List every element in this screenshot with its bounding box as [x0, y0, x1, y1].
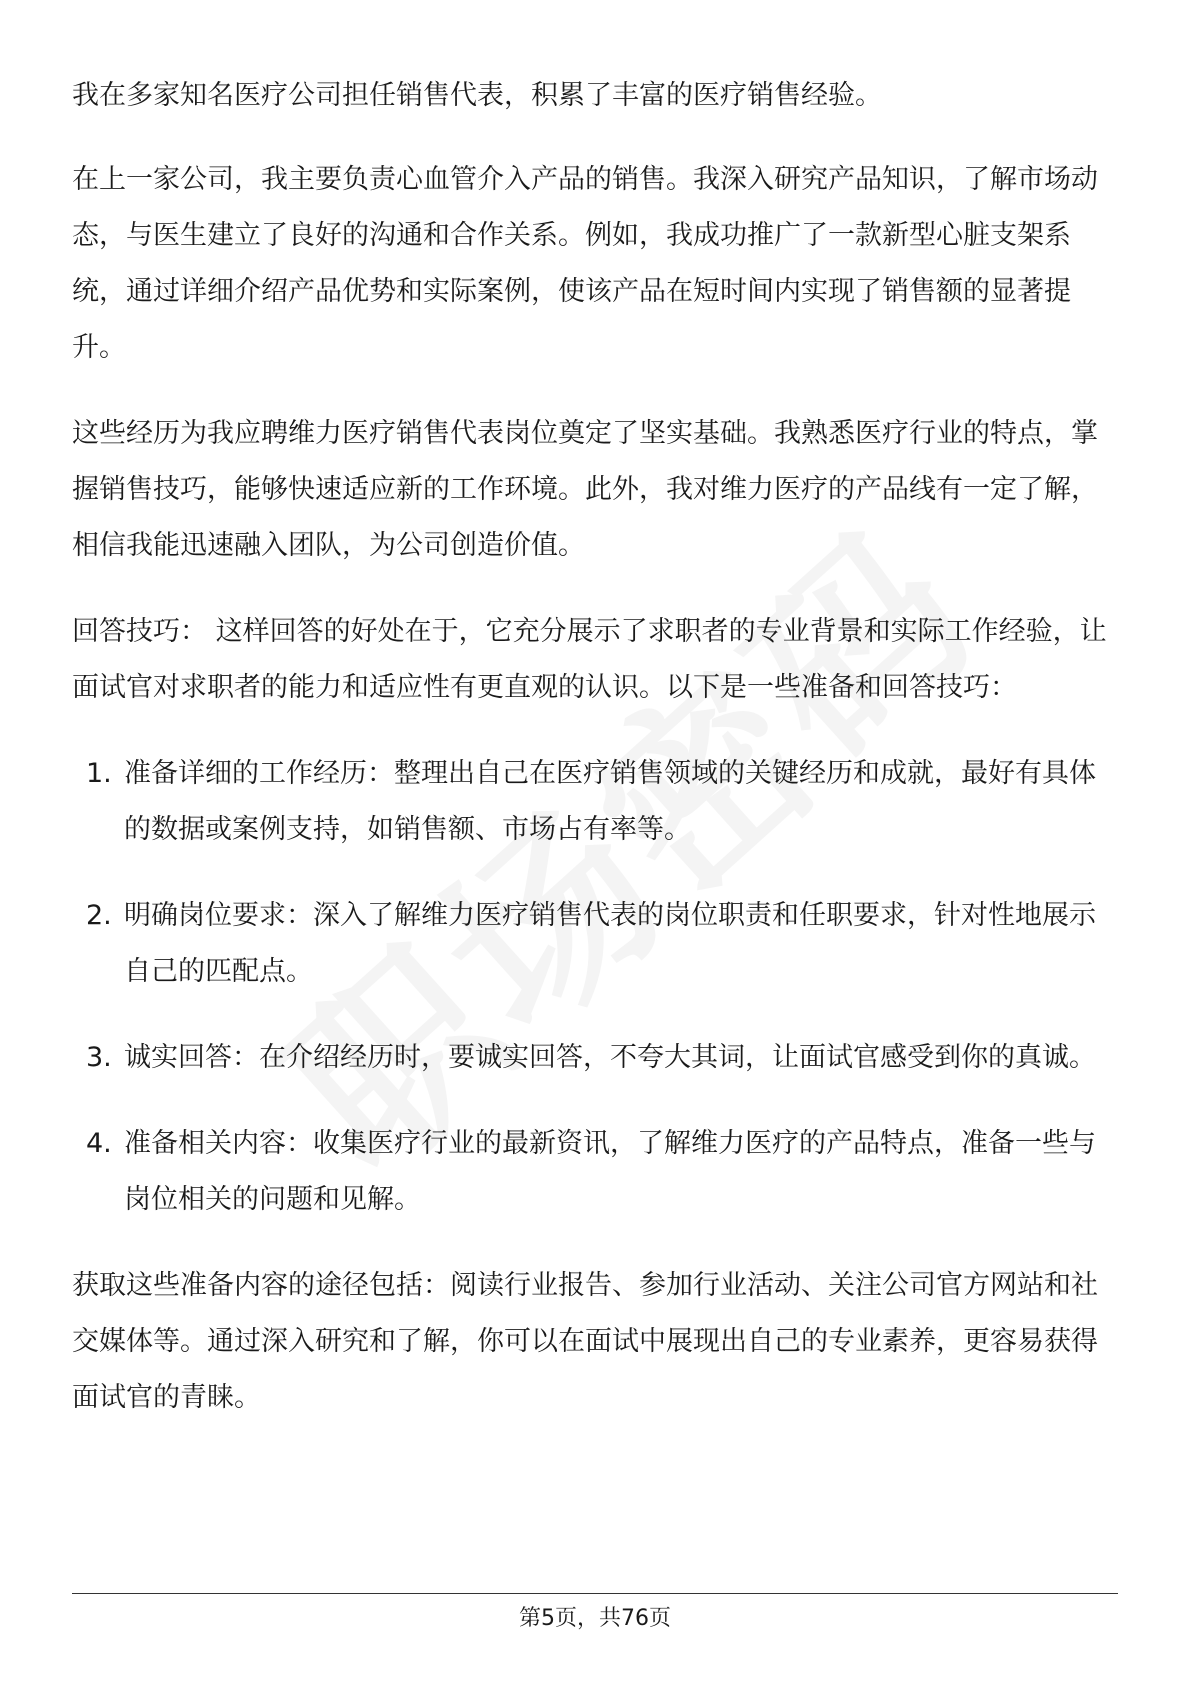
list-item-text: 明确岗位要求：深入了解维力医疗销售代表的岗位职责和任职要求，针对性地展示自己的匹配点。: [124, 900, 1096, 987]
list-item: [72, 1030, 1118, 1086]
paragraph-closing: 获取这些准备内容的途径包括：阅读行业报告、参加行业活动、关注公司官方网站和社交媒体等。通过深入研究和了解，你可以在面试中展现出自己的专业素养，更容易获得面试官的青睐。: [72, 1270, 1098, 1413]
tips-list: [72, 746, 1118, 1228]
footer-divider: [72, 1593, 1118, 1594]
page-body: [72, 68, 1118, 1456]
list-item-number: 2.: [86, 900, 112, 931]
list-item-number: 3.: [86, 1042, 112, 1073]
list-item: [72, 888, 1118, 1000]
list-item-number: 4.: [86, 1128, 112, 1159]
paragraph-experience-summary: 我在多家知名医疗公司担任销售代表，积累了丰富的医疗销售经验。: [72, 80, 882, 111]
paragraph-previous-company: 在上一家公司，我主要负责心血管介入产品的销售。我深入研究产品知识，了解市场动态，与医生建立了良好的沟通和合作关系。例如，我成功推广了一款新型心脏支架系统，通过详细介绍产品优势和实际案例，使该产品在短时间内实现了销售额的显著提升。: [72, 164, 1098, 363]
paragraph-qualification: 这些经历为我应聘维力医疗销售代表岗位奠定了坚实基础。我熟悉医疗行业的特点，掌握销售技巧，能够快速适应新的工作环境。此外，我对维力医疗的产品线有一定了解，相信我能迅速融入团队，为公司创造价值。: [72, 418, 1098, 561]
list-item-text: 准备详细的工作经历：整理出自己在医疗销售领域的关键经历和成就，最好有具体的数据或案例支持，如销售额、市场占有率等。: [124, 758, 1096, 845]
paragraph-answer-tips: 回答技巧： 这样回答的好处在于，它充分展示了求职者的专业背景和实际工作经验，让面试官对求职者的能力和适应性有更直观的认识。以下是一些准备和回答技巧：: [72, 616, 1107, 703]
list-item-number: 1.: [86, 758, 112, 789]
list-item: [72, 1116, 1118, 1228]
list-item-text: 诚实回答：在介绍经历时，要诚实回答，不夸大其词，让面试官感受到你的真诚。: [124, 1042, 1096, 1073]
page-number: 第5页，共76页: [519, 1606, 671, 1631]
list-item: [72, 746, 1118, 858]
list-item-text: 准备相关内容：收集医疗行业的最新资讯，了解维力医疗的产品特点，准备一些与岗位相关的问题和见解。: [124, 1128, 1096, 1215]
